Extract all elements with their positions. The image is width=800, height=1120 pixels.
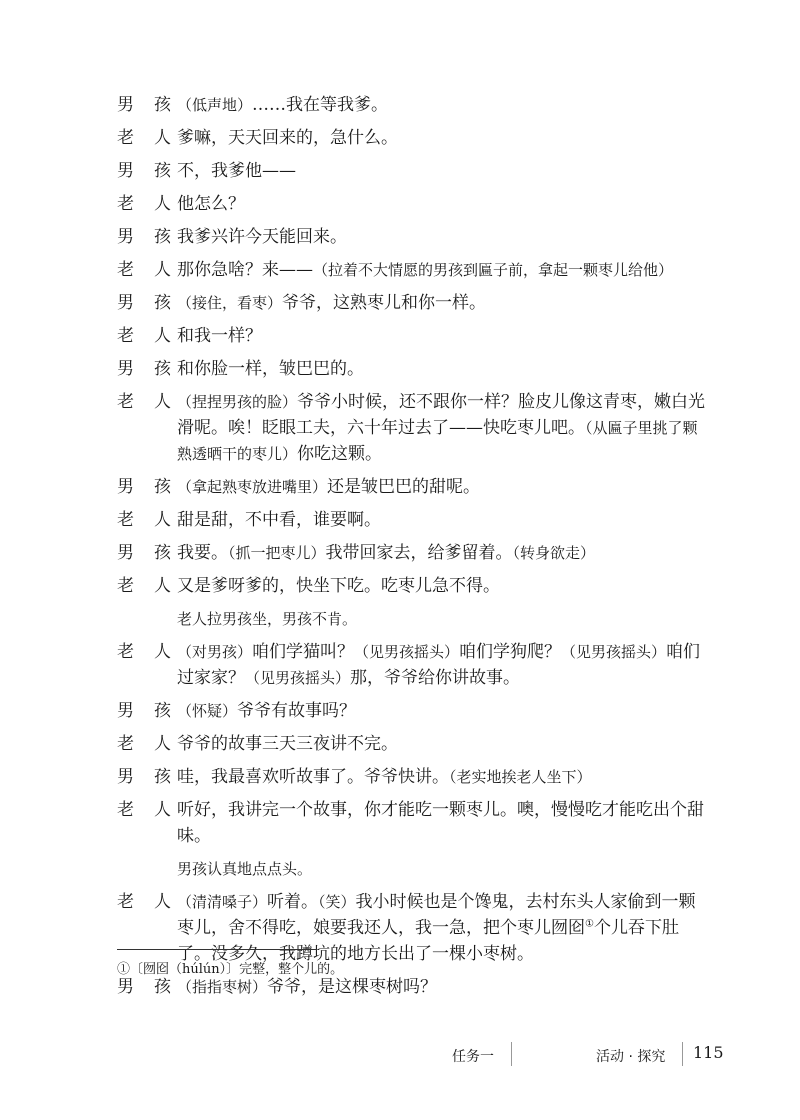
page-number: 115 xyxy=(693,1043,724,1062)
speaker-name: 老人 xyxy=(117,892,191,912)
speaker-name: 老人 xyxy=(117,510,191,530)
spoken-text: 爷爷的故事三天三夜讲不完。 xyxy=(177,734,398,754)
spoken-text: 那你急啥？来—— xyxy=(177,260,313,280)
speech-text xyxy=(177,191,707,217)
spoken-text: 不，我爹他—— xyxy=(177,161,296,181)
speaker-name: 老人 xyxy=(117,576,191,596)
dialogue-line xyxy=(117,158,707,184)
dialogue-line xyxy=(117,474,707,500)
stage-direction-inline: （笑） xyxy=(318,893,356,911)
footnote: ①〔囫囵（húlún）〕完整，整个儿的。 xyxy=(117,962,344,977)
dialogue-line xyxy=(117,731,707,757)
footnote-divider xyxy=(117,949,317,950)
dialogue-line xyxy=(117,125,707,151)
dialogue-line xyxy=(117,573,707,599)
speaker-name: 老人 xyxy=(117,194,191,214)
speaker-name: 老人 xyxy=(117,800,191,820)
speech-text xyxy=(177,764,707,790)
stage-direction-inline: （指指枣树） xyxy=(177,978,268,996)
speaker-name: 男孩 xyxy=(117,227,191,247)
speech-text xyxy=(177,323,707,349)
stage-direction-inline: （拿起熟枣放进嘴里） xyxy=(177,478,328,496)
speaker-name: 老人 xyxy=(117,128,191,148)
speech-text xyxy=(177,507,707,533)
stage-direction-inline: （对男孩） xyxy=(177,643,253,661)
speaker-name: 男孩 xyxy=(117,95,191,115)
speech-text xyxy=(177,889,707,967)
stage-direction-inline: （拉着不大情愿的男孩到匾子前，拿起一颗枣儿给他） xyxy=(313,261,674,279)
speaker-name: 男孩 xyxy=(117,701,191,721)
speaker-name: 老人 xyxy=(117,326,191,346)
dialogue-line xyxy=(117,323,707,349)
speech-text xyxy=(177,158,707,184)
spoken-text: 那，爷爷给你讲故事。 xyxy=(350,668,521,688)
speech-text xyxy=(177,92,707,118)
spoken-text: 我要。 xyxy=(177,543,228,563)
dialogue-line xyxy=(117,92,707,118)
dialogue-line xyxy=(117,389,707,467)
stage-direction-inline: （接住，看枣） xyxy=(177,294,283,312)
speaker-name: 老人 xyxy=(117,734,191,754)
dialogue-line xyxy=(117,764,707,790)
page-footer xyxy=(0,1040,800,1070)
stage-direction-inline: （见男孩摇头） xyxy=(561,643,667,661)
footer-section-label: 活动 · 探究 xyxy=(596,1049,666,1065)
speaker-name: 男孩 xyxy=(117,543,191,563)
stage-direction-inline: （捏捏男孩的脸） xyxy=(177,393,298,411)
stage-direction-inline: （清清嗓子） xyxy=(177,893,268,911)
speech-text xyxy=(177,573,707,599)
stage-direction-inline: （从匾子里挑了颗熟透晒干的枣儿） xyxy=(177,419,698,463)
spoken-text: 爷爷小时候，还不跟你一样？脸皮儿像这青枣，嫩白光滑呢。唉！眨眼工夫，六十年过去了——快吃枣儿吧。 xyxy=(177,392,706,438)
spoken-text: 咱们过家家？ xyxy=(177,642,701,688)
speaker-name: 男孩 xyxy=(117,767,191,787)
stage-direction-inline: （转身欲走） xyxy=(512,544,596,562)
speech-text xyxy=(177,698,707,724)
speech-text xyxy=(177,474,707,500)
footer-divider xyxy=(682,1042,683,1066)
speech-text xyxy=(177,540,707,566)
dialogue-line xyxy=(117,507,707,533)
dialogue-line xyxy=(117,889,707,967)
spoken-text: 听着。 xyxy=(267,892,319,912)
spoken-text: 咱们学猫叫？ xyxy=(252,642,355,662)
speaker-name: 老人 xyxy=(117,260,191,280)
speaker-name: 男孩 xyxy=(117,977,191,997)
dialogue-line xyxy=(117,540,707,566)
speech-text xyxy=(177,389,707,467)
stage-direction-inline: （怀疑） xyxy=(177,702,238,720)
spoken-text: 和你脸一样，皱巴巴的。 xyxy=(177,359,364,379)
spoken-text: 又是爹呀爹的，快坐下吃。吃枣儿急不得。 xyxy=(177,576,500,596)
speech-text xyxy=(177,731,707,757)
spoken-text: 还是皱巴巴的甜呢。 xyxy=(327,477,481,497)
spoken-text: 爷爷，这熟枣儿和你一样。 xyxy=(282,293,487,313)
spoken-text: 爷爷有故事吗？ xyxy=(237,701,357,721)
speech-text xyxy=(177,356,707,382)
spoken-text: 我爹兴许今天能回来。 xyxy=(177,227,347,247)
speaker-name: 男孩 xyxy=(117,293,191,313)
speech-text xyxy=(177,224,707,250)
spoken-text: 我带回家去，给爹留着。 xyxy=(325,543,513,563)
speaker-name: 老人 xyxy=(117,642,191,662)
stage-direction-inline: （见男孩摇头） xyxy=(354,643,460,661)
speech-text xyxy=(177,125,707,151)
speech-text xyxy=(177,797,707,849)
footer-divider xyxy=(511,1042,512,1066)
stage-direction-inline: （见男孩摇头） xyxy=(245,669,351,687)
dialogue-line xyxy=(117,797,707,849)
speaker-name: 老人 xyxy=(117,392,191,412)
dialogue-line xyxy=(117,257,707,283)
dialogue-line xyxy=(117,356,707,382)
speech-text xyxy=(177,257,707,283)
spoken-text: 甜是甜，不中看，谁要啊。 xyxy=(177,510,381,530)
dialogue-line xyxy=(117,639,707,691)
spoken-text: 他怎么？ xyxy=(177,194,245,214)
stage-direction: 老人拉男孩坐，男孩不肯。 xyxy=(177,610,358,628)
spoken-text: 哇，我最喜欢听故事了。爷爷快讲。 xyxy=(177,767,449,787)
dialogue-line xyxy=(117,290,707,316)
speaker-name: 男孩 xyxy=(117,477,191,497)
speaker-name: 男孩 xyxy=(117,161,191,181)
stage-direction-inline: （抓一把枣儿） xyxy=(228,544,326,562)
spoken-text: 听好，我讲完一个故事，你才能吃一颗枣儿。噢，慢慢吃才能吃出个甜味。 xyxy=(177,800,704,846)
speech-text xyxy=(177,639,707,691)
stage-direction-inline: （老实地挨老人坐下） xyxy=(449,768,592,786)
speech-text xyxy=(177,290,707,316)
dialogue-line xyxy=(117,191,707,217)
spoken-text: 爹嘛，天天回来的，急什么。 xyxy=(177,128,398,148)
spoken-text: 我小时候也是个馋鬼，去村东头人家偷到一颗枣儿，舍不得吃，娘要我还人，我一急，把个枣儿囫囵 xyxy=(177,892,696,938)
spoken-text: ……我在等我爹。 xyxy=(252,95,389,115)
spoken-text: 个儿吞下肚了。没多久，我蹲坑的地方长出了一棵小枣树。 xyxy=(177,918,679,964)
spoken-text: 你吃这颗。 xyxy=(297,444,383,464)
stage-direction-inline: （低声地） xyxy=(177,96,253,114)
dialogue-line xyxy=(117,224,707,250)
footer-task-label: 任务一 xyxy=(452,1049,494,1065)
spoken-text: 咱们学狗爬？ xyxy=(459,642,562,662)
dialogue-line xyxy=(117,698,707,724)
footnote-ref: ① xyxy=(585,918,594,930)
speaker-name: 男孩 xyxy=(117,359,191,379)
spoken-text: 爷爷，是这棵枣树吗？ xyxy=(267,977,438,997)
stage-direction: 男孩认真地点点头。 xyxy=(177,860,313,878)
spoken-text: 和我一样？ xyxy=(177,326,262,346)
script-dialogue xyxy=(117,92,707,1007)
